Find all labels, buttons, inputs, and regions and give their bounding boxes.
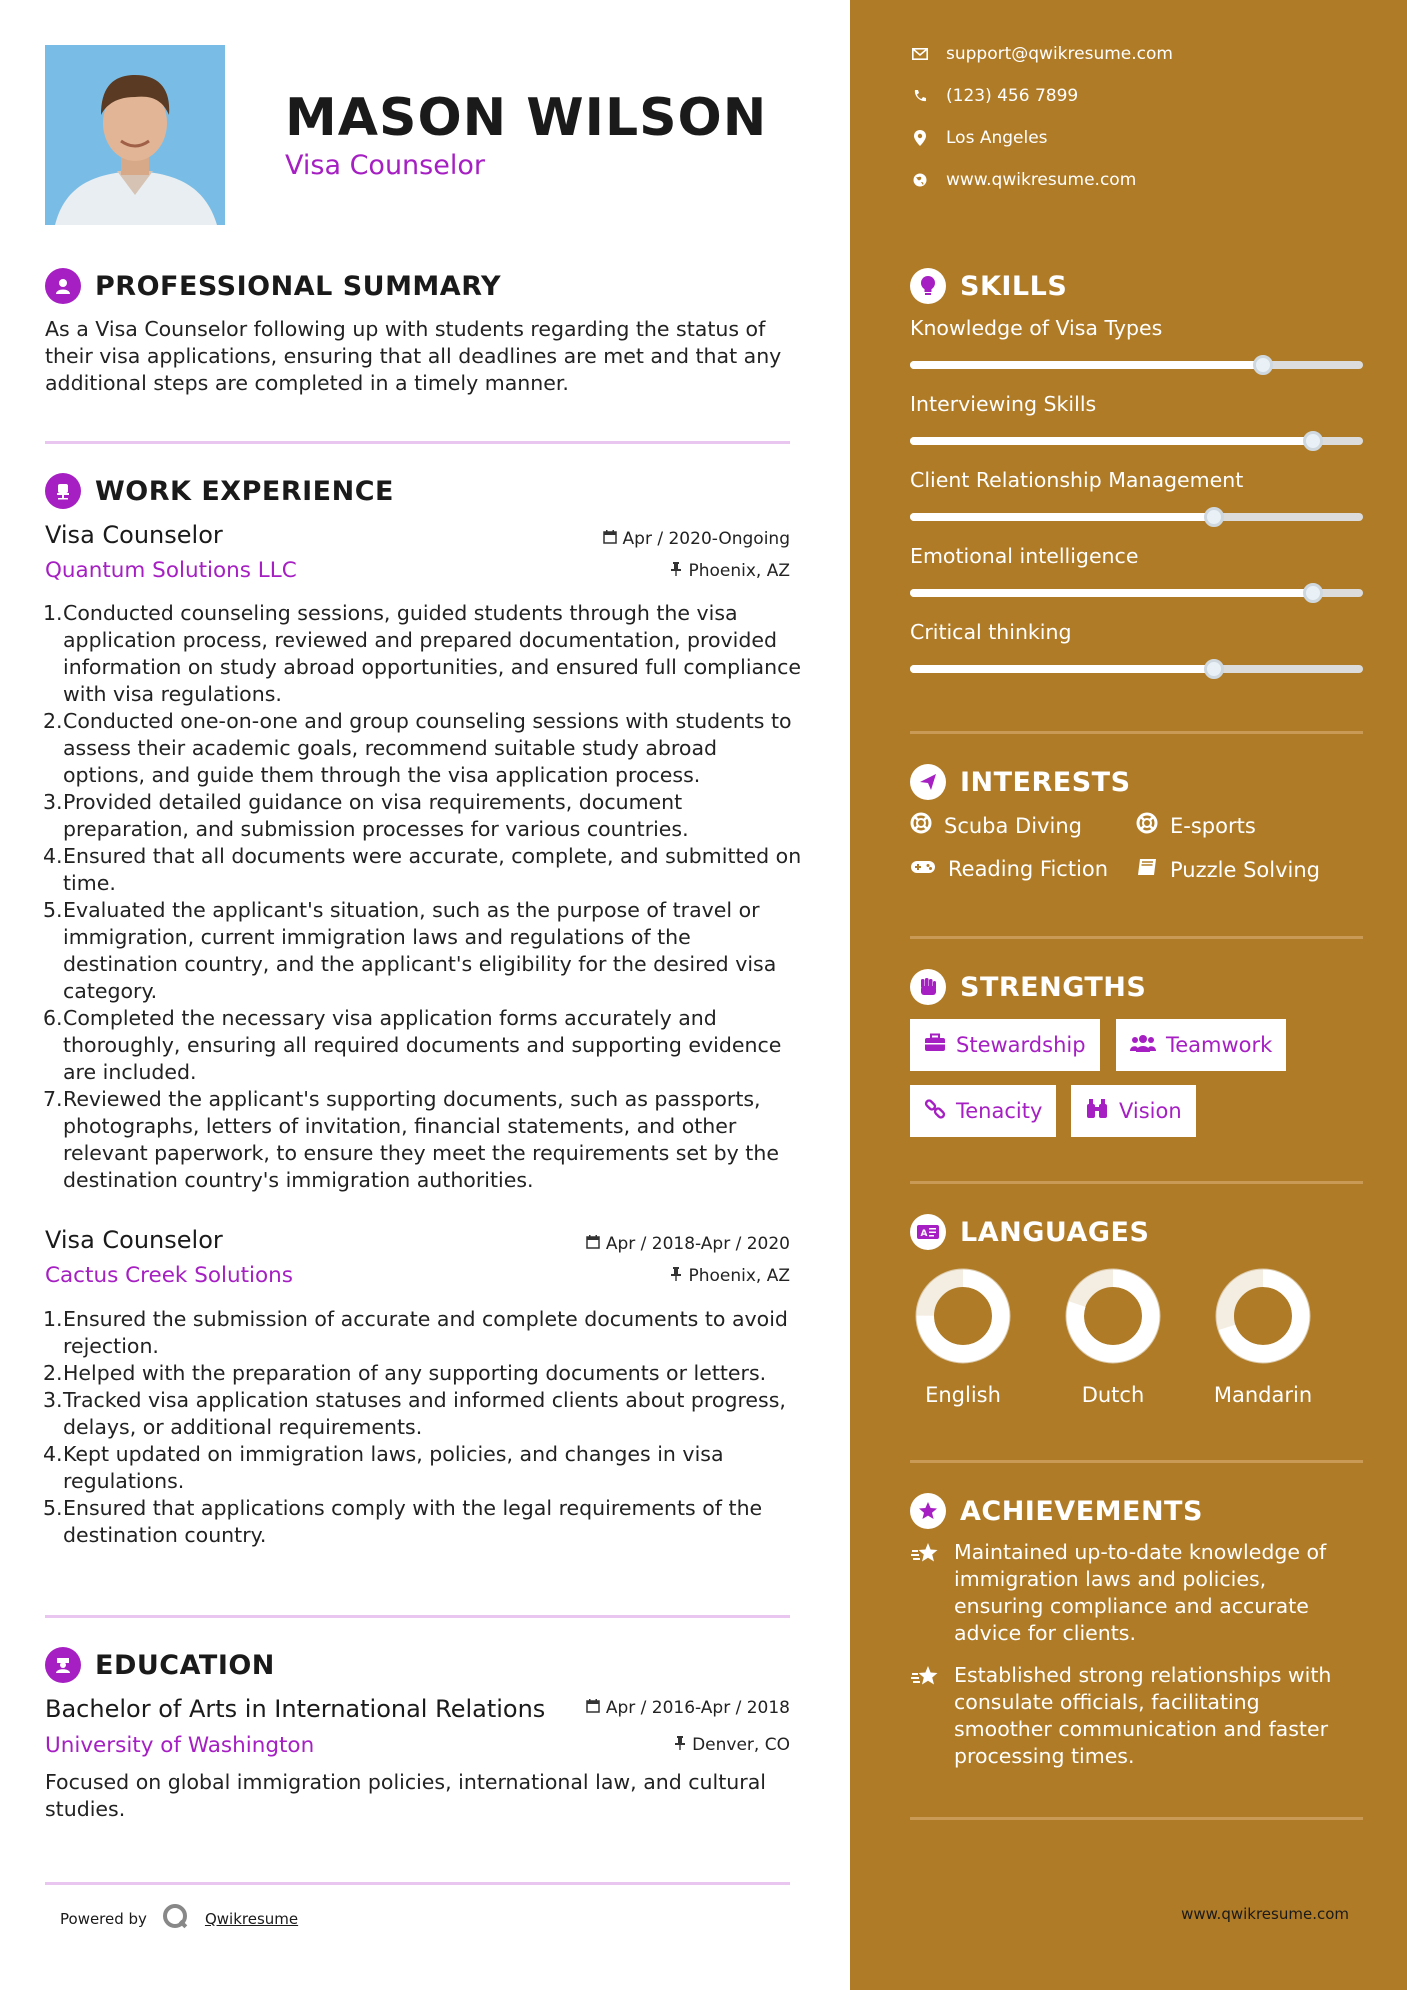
calendar-icon	[586, 1698, 600, 1718]
qwikresume-link[interactable]: Qwikresume	[204, 1910, 299, 1928]
fist-icon	[910, 969, 946, 1005]
job-location: Phoenix, AZ	[600, 561, 790, 581]
achievements-heading	[910, 1493, 1203, 1529]
strength-tag: Teamwork	[1116, 1019, 1286, 1071]
skill-bar-knob	[1204, 507, 1224, 527]
school-name: University of Washington	[45, 1733, 315, 1758]
list-item: 2. Helped with the preparation of any supporting documents or letters.	[43, 1361, 767, 1385]
job-date: Apr / 2018-Apr / 2020	[580, 1234, 790, 1254]
language-label: English	[925, 1383, 1001, 1407]
degree-title: Bachelor of Arts in International Relations	[45, 1695, 546, 1723]
strength-tag: Tenacity	[910, 1085, 1056, 1137]
skill-bar	[910, 437, 1363, 445]
list-item: 1. Conducted counseling sessions, guided students through the visa application process, reviewed and prepared documentation, provided information on study abroad opportunities, and ensured full compliance with visa regulations.	[43, 601, 801, 706]
list-item: 3. Provided detailed guidance on visa requirements, document preparation, and submission processes for various countries.	[43, 790, 689, 841]
user-icon	[45, 268, 81, 304]
summary-title: PROFESSIONAL SUMMARY	[95, 270, 502, 302]
interests-title: INTERESTS	[960, 766, 1131, 798]
list-item: 4. Ensured that all documents were accurate, complete, and submitted on time.	[43, 844, 802, 895]
divider	[45, 1615, 790, 1618]
interest-item: Scuba Diving	[910, 812, 1082, 839]
skill-label: Critical thinking	[910, 620, 1072, 644]
interest-item: E-sports	[1136, 812, 1256, 839]
education-text: Focused on global immigration policies, international law, and cultural studies.	[45, 1770, 766, 1821]
phone-icon	[912, 88, 928, 104]
footer-site[interactable]: www.qwikresume.com	[1181, 1905, 1349, 1923]
interest-item: Puzzle Solving	[1136, 857, 1320, 882]
envelope-icon	[912, 46, 928, 62]
translate-icon	[910, 1214, 946, 1250]
divider	[910, 731, 1363, 734]
list-item: 1. Ensured the submission of accurate and complete documents to avoid rejection.	[43, 1307, 788, 1358]
contact-location: Los Angeles	[912, 128, 1048, 148]
job-location: Phoenix, AZ	[600, 1266, 790, 1286]
candidate-name: MASON WILSON	[285, 88, 768, 148]
strength-tag: Vision	[1071, 1085, 1196, 1137]
achievements-title: ACHIEVEMENTS	[960, 1495, 1203, 1527]
job-company: Cactus Creek Solutions	[45, 1263, 294, 1288]
job-date: Apr / 2020-Ongoing	[600, 529, 790, 549]
divider	[45, 441, 790, 444]
education-location: Denver, CO	[600, 1735, 790, 1755]
profile-photo	[45, 45, 225, 225]
chair-icon	[45, 473, 81, 509]
summary-heading	[45, 268, 501, 304]
star-icon	[910, 1662, 940, 1770]
skill-label: Interviewing Skills	[910, 392, 1097, 416]
work-heading	[45, 473, 394, 509]
divider	[910, 1817, 1363, 1820]
powered-by: Powered by Qwikresume	[60, 1902, 298, 1936]
gamepad-icon	[910, 857, 936, 881]
skill-bar-fill	[910, 513, 1214, 521]
pushpin-icon	[670, 561, 682, 581]
skill-bar-fill	[910, 665, 1214, 673]
pushpin-icon	[670, 1266, 682, 1286]
skill-bar	[910, 589, 1363, 597]
list-item: 5. Ensured that applications comply with the legal requirements of the destination country.	[43, 1496, 763, 1547]
skill-label: Emotional intelligence	[910, 544, 1139, 568]
education-title: EDUCATION	[95, 1649, 275, 1681]
skill-bar	[910, 513, 1363, 521]
list-item: 7. Reviewed the applicant's supporting documents, such as passports, photographs, letters of invitation, financial statements, and other relevant paperwork, to ensure they meet the requirements set by the destination country's immigration authorities.	[43, 1087, 779, 1192]
list-item: 5. Evaluated the applicant's situation, such as the purpose of travel or immigration, current immigration laws and regulations of the destination country, and the applicant's eligibility for the desired visa category.	[43, 898, 777, 1003]
list-item: 3. Tracked visa application statuses and informed clients about progress, delays, or additional requirements.	[43, 1388, 786, 1439]
job-title: Visa Counselor	[45, 521, 223, 549]
location-pin-icon	[912, 130, 928, 146]
job-bullets	[45, 600, 805, 1194]
lifebuoy-icon	[1136, 812, 1158, 839]
binoculars-icon	[1085, 1098, 1109, 1125]
pushpin-icon	[674, 1735, 686, 1755]
divider	[910, 1181, 1363, 1184]
list-item: 2. Conducted one-on-one and group counseling sessions with students to assess their academic goals, recommend suitable study abroad options, and guide them through the visa application process.	[43, 709, 792, 787]
skill-bar-knob	[1204, 659, 1224, 679]
globe-icon	[912, 172, 928, 188]
achievement-item: Maintained up-to-date knowledge of immigration laws and policies, ensuring compliance and accurate advice for clients.	[910, 1539, 1360, 1647]
job-bullets	[45, 1306, 805, 1549]
skill-bar-fill	[910, 437, 1313, 445]
svg-text:A: A	[920, 1229, 928, 1239]
language-label: Dutch	[1081, 1383, 1145, 1407]
strengths-title: STRENGTHS	[960, 971, 1147, 1003]
contact-email[interactable]: support@qwikresume.com	[912, 44, 1173, 64]
star-icon	[910, 1539, 940, 1647]
summary-text: As a Visa Counselor following up with students regarding the status of their visa applications, ensuring that all deadlines are met and that any additional steps are completed in a timely manner.	[45, 317, 782, 395]
job-title: Visa Counselor	[45, 1226, 223, 1254]
skill-bar-fill	[910, 361, 1263, 369]
work-title: WORK EXPERIENCE	[95, 475, 394, 507]
skill-label: Client Relationship Management	[910, 468, 1244, 492]
interest-item: Reading Fiction	[910, 857, 1108, 881]
link-icon	[924, 1098, 946, 1125]
language-label: Mandarin	[1213, 1383, 1313, 1407]
contact-phone[interactable]: (123) 456 7899	[912, 86, 1078, 106]
skills-title: SKILLS	[960, 270, 1068, 302]
briefcase-icon	[924, 1033, 946, 1058]
skill-label: Knowledge of Visa Types	[910, 316, 1163, 340]
language-donut	[1215, 1268, 1311, 1368]
education-date: Apr / 2016-Apr / 2018	[580, 1698, 790, 1718]
divider	[45, 1882, 790, 1885]
book-icon	[1136, 857, 1158, 882]
skill-bar	[910, 361, 1363, 369]
job-company: Quantum Solutions LLC	[45, 558, 297, 583]
paper-plane-icon	[910, 764, 946, 800]
users-icon	[1130, 1033, 1156, 1058]
lifebuoy-icon	[910, 812, 932, 839]
strengths-heading	[910, 969, 1146, 1005]
list-item: 4. Kept updated on immigration laws, policies, and changes in visa regulations.	[43, 1442, 724, 1493]
skill-bar	[910, 665, 1363, 673]
language-donut	[1065, 1268, 1161, 1368]
strength-tag: Stewardship	[910, 1019, 1100, 1071]
languages-title: LANGUAGES	[960, 1216, 1150, 1248]
skills-heading	[910, 268, 1067, 304]
skill-bar-fill	[910, 589, 1313, 597]
graduate-icon	[45, 1647, 81, 1683]
education-heading	[45, 1647, 275, 1683]
language-donut	[915, 1268, 1011, 1368]
contact-website[interactable]: www.qwikresume.com	[912, 170, 1136, 190]
languages-heading	[910, 1214, 1149, 1250]
star-badge-icon	[910, 1493, 946, 1529]
divider	[910, 1460, 1363, 1463]
lightbulb-icon	[910, 268, 946, 304]
interests-heading	[910, 764, 1131, 800]
divider	[910, 936, 1363, 939]
candidate-role: Visa Counselor	[285, 150, 485, 181]
achievement-item: Established strong relationships with consulate officials, facilitating smoother communication and faster processing times.	[910, 1662, 1360, 1770]
calendar-icon	[586, 1234, 600, 1254]
list-item: 6. Completed the necessary visa application forms accurately and thoroughly, ensuring all required documents and supporting evidence are included.	[43, 1006, 782, 1084]
calendar-icon	[603, 529, 617, 549]
qwikresume-logo-icon	[161, 1902, 191, 1936]
